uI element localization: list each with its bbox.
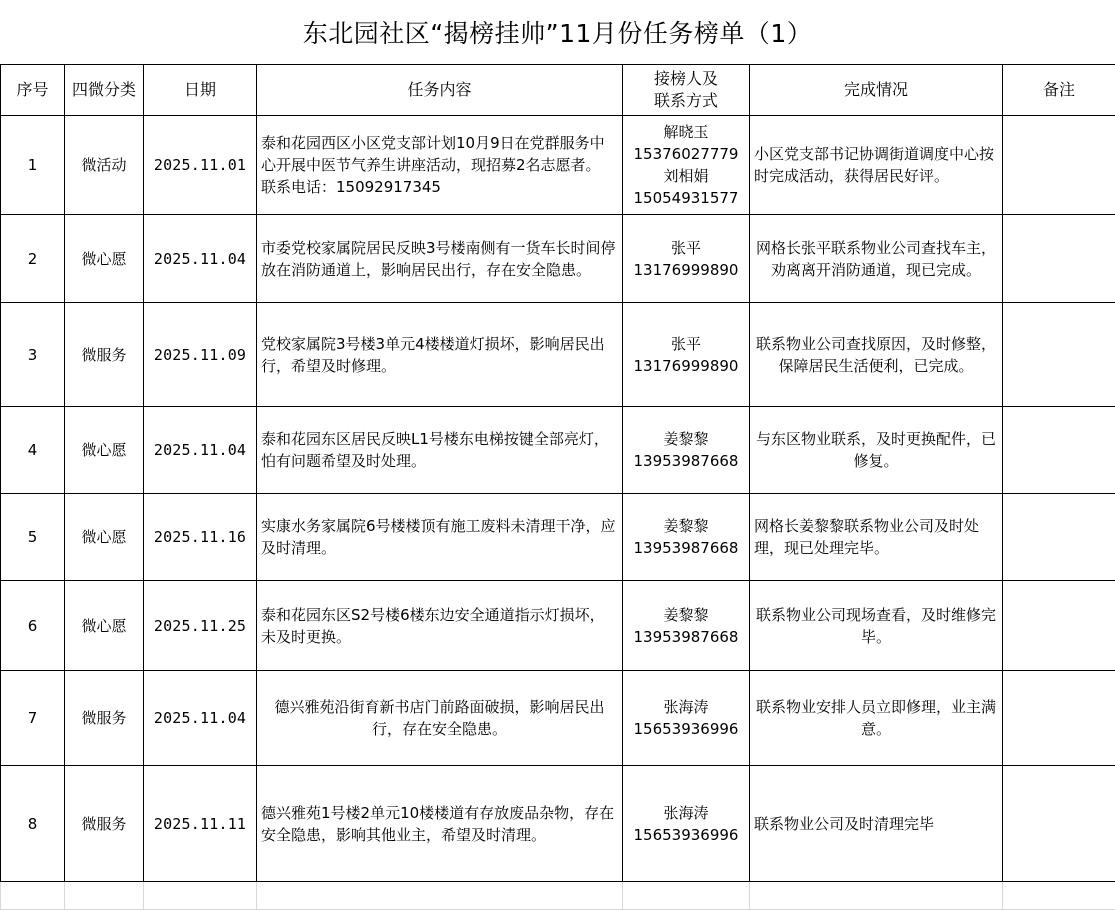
row-index: 5 <box>1 494 65 581</box>
row-index: 3 <box>1 303 65 407</box>
row-result: 网格长姜黎黎联系物业公司及时处理，现已处理完毕。 <box>750 494 1003 581</box>
row-category: 微活动 <box>65 116 144 215</box>
row-contact: 张平 13176999890 <box>623 303 750 407</box>
header-task: 任务内容 <box>257 65 623 116</box>
row-date: 2025.11.01 <box>144 116 257 215</box>
row-date: 2025.11.11 <box>144 766 257 882</box>
row-note <box>1003 407 1115 494</box>
row-date: 2025.11.09 <box>144 303 257 407</box>
table-row <box>1 215 1115 303</box>
row-date: 2025.11.16 <box>144 494 257 581</box>
table-row <box>1 766 1115 882</box>
row-contact: 张海涛 15653936996 <box>623 766 750 882</box>
empty-cell <box>750 882 1003 910</box>
empty-cell <box>257 882 623 910</box>
row-contact: 姜黎黎 13953987668 <box>623 581 750 671</box>
row-index: 4 <box>1 407 65 494</box>
row-result: 联系物业公司查找原因，及时修整，保障居民生活便利，已完成。 <box>750 303 1003 407</box>
row-category: 微服务 <box>65 671 144 766</box>
row-date: 2025.11.25 <box>144 581 257 671</box>
row-result: 联系物业公司及时清理完毕 <box>750 766 1003 882</box>
row-note <box>1003 116 1115 215</box>
row-note <box>1003 303 1115 407</box>
empty-cell <box>144 882 257 910</box>
row-note <box>1003 494 1115 581</box>
header-note: 备注 <box>1003 65 1115 116</box>
empty-cell <box>65 882 144 910</box>
row-note <box>1003 671 1115 766</box>
row-task: 市委党校家属院居民反映3号楼南侧有一货车长时间停放在消防通道上，影响居民出行，存在安全隐患。 <box>257 215 623 303</box>
row-index: 7 <box>1 671 65 766</box>
row-task: 德兴雅苑1号楼2单元10楼楼道有存放废品杂物，存在安全隐患，影响其他业主，希望及时清理。 <box>257 766 623 882</box>
empty-row <box>1 882 1115 910</box>
task-table <box>0 64 1115 910</box>
row-contact: 张海涛 15653936996 <box>623 671 750 766</box>
row-task: 泰和花园东区居民反映L1号楼东电梯按键全部亮灯，怕有问题希望及时处理。 <box>257 407 623 494</box>
empty-cell <box>623 882 750 910</box>
row-date: 2025.11.04 <box>144 407 257 494</box>
empty-cell <box>1003 882 1115 910</box>
row-category: 微心愿 <box>65 215 144 303</box>
table-row <box>1 581 1115 671</box>
row-result: 与东区物业联系，及时更换配件，已修复。 <box>750 407 1003 494</box>
row-task: 德兴雅苑沿街育新书店门前路面破损，影响居民出行，存在安全隐患。 <box>257 671 623 766</box>
row-result: 小区党支部书记协调街道调度中心按时完成活动，获得居民好评。 <box>750 116 1003 215</box>
row-index: 1 <box>1 116 65 215</box>
row-task: 实康水务家属院6号楼楼顶有施工废料未清理干净，应及时清理。 <box>257 494 623 581</box>
row-result: 网格长张平联系物业公司查找车主，劝离离开消防通道，现已完成。 <box>750 215 1003 303</box>
table-row <box>1 116 1115 215</box>
row-contact: 姜黎黎 13953987668 <box>623 407 750 494</box>
table-row <box>1 407 1115 494</box>
row-index: 6 <box>1 581 65 671</box>
page-title: 东北园社区“揭榜挂帅”11月份任务榜单（1） <box>0 0 1115 64</box>
row-category: 微服务 <box>65 766 144 882</box>
row-category: 微心愿 <box>65 407 144 494</box>
row-contact: 张平 13176999890 <box>623 215 750 303</box>
header-row <box>1 65 1115 116</box>
row-index: 2 <box>1 215 65 303</box>
row-date: 2025.11.04 <box>144 215 257 303</box>
row-task: 党校家属院3号楼3单元4楼楼道灯损坏，影响居民出行，希望及时修理。 <box>257 303 623 407</box>
header-contact: 接榜人及 联系方式 <box>623 65 750 116</box>
row-contact: 解晓玉 15376027779 刘相娟 15054931577 <box>623 116 750 215</box>
row-date: 2025.11.04 <box>144 671 257 766</box>
header-result: 完成情况 <box>750 65 1003 116</box>
row-category: 微心愿 <box>65 494 144 581</box>
row-category: 微心愿 <box>65 581 144 671</box>
table-row <box>1 303 1115 407</box>
row-category: 微服务 <box>65 303 144 407</box>
row-task: 泰和花园西区小区党支部计划10月9日在党群服务中心开展中医节气养生讲座活动，现招募2名志愿者。 联系电话：15092917345 <box>257 116 623 215</box>
table-row <box>1 671 1115 766</box>
row-note <box>1003 581 1115 671</box>
row-result: 联系物业公司现场查看，及时维修完毕。 <box>750 581 1003 671</box>
header-date: 日期 <box>144 65 257 116</box>
row-task: 泰和花园东区S2号楼6楼东边安全通道指示灯损坏，未及时更换。 <box>257 581 623 671</box>
row-note <box>1003 766 1115 882</box>
row-contact: 姜黎黎 13953987668 <box>623 494 750 581</box>
table-row <box>1 494 1115 581</box>
row-result: 联系物业安排人员立即修理，业主满意。 <box>750 671 1003 766</box>
row-index: 8 <box>1 766 65 882</box>
header-category: 四微分类 <box>65 65 144 116</box>
empty-cell <box>1 882 65 910</box>
header-index: 序号 <box>1 65 65 116</box>
row-note <box>1003 215 1115 303</box>
